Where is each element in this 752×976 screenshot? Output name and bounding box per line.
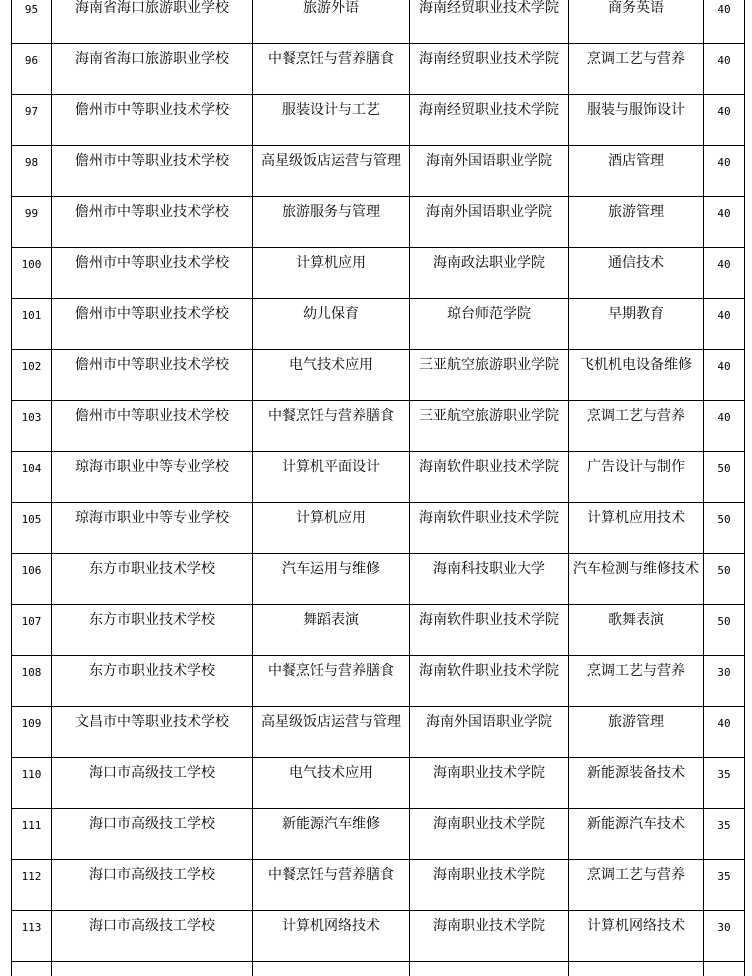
table-row [12, 860, 745, 911]
row-number-cell: 108 [12, 656, 52, 707]
row-number-cell: 105 [12, 503, 52, 554]
major-cell: 旅游外语 [253, 0, 410, 44]
college-cell: 海南政法职业学院 [410, 248, 569, 299]
major-cell: 电气技术应用 [253, 758, 410, 809]
major-cell: 舞蹈表演 [253, 605, 410, 656]
school-cell: 儋州市中等职业技术学校 [52, 299, 253, 350]
row-number-cell: 95 [12, 0, 52, 44]
quota-cell: 35 [704, 860, 745, 911]
school-cell: 儋州市中等职业技术学校 [52, 248, 253, 299]
empty-cell [569, 962, 704, 976]
target-major-cell: 旅游管理 [569, 197, 704, 248]
target-major-cell: 新能源汽车技术 [569, 809, 704, 860]
quota-cell: 35 [704, 758, 745, 809]
row-number-cell: 101 [12, 299, 52, 350]
target-major-cell: 商务英语 [569, 0, 704, 44]
major-cell: 汽车运用与维修 [253, 554, 410, 605]
school-cell: 儋州市中等职业技术学校 [52, 197, 253, 248]
empty-cell [704, 962, 745, 976]
table-row [12, 656, 745, 707]
row-number-cell: 98 [12, 146, 52, 197]
college-cell: 海南软件职业技术学院 [410, 605, 569, 656]
table-row [12, 299, 745, 350]
major-cell: 旅游服务与管理 [253, 197, 410, 248]
table-row [12, 758, 745, 809]
row-number-cell: 106 [12, 554, 52, 605]
target-major-cell: 烹调工艺与营养 [569, 44, 704, 95]
enrollment-table [11, 0, 745, 976]
row-number-cell: 97 [12, 95, 52, 146]
school-cell: 儋州市中等职业技术学校 [52, 401, 253, 452]
row-number-cell: 99 [12, 197, 52, 248]
row-number-cell: 112 [12, 860, 52, 911]
target-major-cell: 飞机机电设备维修 [569, 350, 704, 401]
table-row [12, 350, 745, 401]
quota-cell: 50 [704, 452, 745, 503]
school-cell: 琼海市职业中等专业学校 [52, 503, 253, 554]
target-major-cell: 酒店管理 [569, 146, 704, 197]
table-row [12, 452, 745, 503]
quota-cell: 40 [704, 248, 745, 299]
table-row [12, 197, 745, 248]
table-row [12, 248, 745, 299]
quota-cell: 50 [704, 554, 745, 605]
quota-cell: 50 [704, 605, 745, 656]
school-cell: 儋州市中等职业技术学校 [52, 350, 253, 401]
quota-cell: 35 [704, 809, 745, 860]
major-cell: 服装设计与工艺 [253, 95, 410, 146]
table-row-cutoff [12, 962, 745, 976]
college-cell: 海南经贸职业技术学院 [410, 95, 569, 146]
college-cell: 海南职业技术学院 [410, 758, 569, 809]
row-number-cell: 107 [12, 605, 52, 656]
school-cell: 海口市高级技工学校 [52, 911, 253, 962]
college-cell: 海南科技职业大学 [410, 554, 569, 605]
table-row [12, 911, 745, 962]
college-cell: 海南外国语职业学院 [410, 146, 569, 197]
target-major-cell: 烹调工艺与营养 [569, 860, 704, 911]
target-major-cell: 计算机网络技术 [569, 911, 704, 962]
school-cell: 东方市职业技术学校 [52, 656, 253, 707]
table-row [12, 0, 745, 44]
college-cell: 海南职业技术学院 [410, 911, 569, 962]
quota-cell: 40 [704, 44, 745, 95]
college-cell: 海南职业技术学院 [410, 809, 569, 860]
target-major-cell: 通信技术 [569, 248, 704, 299]
row-number-cell: 96 [12, 44, 52, 95]
school-cell: 儋州市中等职业技术学校 [52, 146, 253, 197]
quota-cell: 40 [704, 197, 745, 248]
college-cell: 三亚航空旅游职业学院 [410, 401, 569, 452]
empty-cell [12, 962, 52, 976]
school-cell: 东方市职业技术学校 [52, 605, 253, 656]
table-row [12, 809, 745, 860]
major-cell: 中餐烹饪与营养膳食 [253, 401, 410, 452]
target-major-cell: 烹调工艺与营养 [569, 656, 704, 707]
row-number-cell: 113 [12, 911, 52, 962]
school-cell: 海口市高级技工学校 [52, 809, 253, 860]
major-cell: 幼儿保育 [253, 299, 410, 350]
major-cell: 中餐烹饪与营养膳食 [253, 860, 410, 911]
major-cell: 计算机平面设计 [253, 452, 410, 503]
major-cell: 中餐烹饪与营养膳食 [253, 656, 410, 707]
target-major-cell: 计算机应用技术 [569, 503, 704, 554]
target-major-cell: 服装与服饰设计 [569, 95, 704, 146]
college-cell: 琼台师范学院 [410, 299, 569, 350]
quota-cell: 40 [704, 707, 745, 758]
row-number-cell: 103 [12, 401, 52, 452]
major-cell: 新能源汽车维修 [253, 809, 410, 860]
major-cell: 计算机网络技术 [253, 911, 410, 962]
row-number-cell: 102 [12, 350, 52, 401]
table-body [12, 0, 745, 976]
college-cell: 海南经贸职业技术学院 [410, 0, 569, 44]
target-major-cell: 烹调工艺与营养 [569, 401, 704, 452]
major-cell: 高星级饭店运营与管理 [253, 707, 410, 758]
table-row [12, 146, 745, 197]
school-cell: 海南省海口旅游职业学校 [52, 0, 253, 44]
college-cell: 海南软件职业技术学院 [410, 656, 569, 707]
table-row [12, 44, 745, 95]
college-cell: 海南职业技术学院 [410, 860, 569, 911]
target-major-cell: 歌舞表演 [569, 605, 704, 656]
college-cell: 海南经贸职业技术学院 [410, 44, 569, 95]
row-number-cell: 104 [12, 452, 52, 503]
major-cell: 中餐烹饪与营养膳食 [253, 44, 410, 95]
target-major-cell: 新能源装备技术 [569, 758, 704, 809]
target-major-cell: 早期教育 [569, 299, 704, 350]
empty-cell [52, 962, 253, 976]
quota-cell: 30 [704, 911, 745, 962]
school-cell: 海口市高级技工学校 [52, 860, 253, 911]
quota-cell: 30 [704, 656, 745, 707]
school-cell: 东方市职业技术学校 [52, 554, 253, 605]
college-cell: 海南软件职业技术学院 [410, 452, 569, 503]
school-cell: 琼海市职业中等专业学校 [52, 452, 253, 503]
table-row [12, 707, 745, 758]
row-number-cell: 109 [12, 707, 52, 758]
table-row [12, 401, 745, 452]
table-row [12, 95, 745, 146]
major-cell: 电气技术应用 [253, 350, 410, 401]
row-number-cell: 100 [12, 248, 52, 299]
row-number-cell: 111 [12, 809, 52, 860]
target-major-cell: 汽车检测与维修技术 [569, 554, 704, 605]
empty-cell [253, 962, 410, 976]
school-cell: 海口市高级技工学校 [52, 758, 253, 809]
empty-cell [410, 962, 569, 976]
quota-cell: 40 [704, 401, 745, 452]
quota-cell: 40 [704, 95, 745, 146]
quota-cell: 40 [704, 0, 745, 44]
target-major-cell: 广告设计与制作 [569, 452, 704, 503]
school-cell: 海南省海口旅游职业学校 [52, 44, 253, 95]
table-row [12, 503, 745, 554]
quota-cell: 40 [704, 299, 745, 350]
row-number-cell: 110 [12, 758, 52, 809]
major-cell: 计算机应用 [253, 503, 410, 554]
target-major-cell: 旅游管理 [569, 707, 704, 758]
quota-cell: 40 [704, 146, 745, 197]
college-cell: 三亚航空旅游职业学院 [410, 350, 569, 401]
table-row [12, 554, 745, 605]
college-cell: 海南外国语职业学院 [410, 707, 569, 758]
school-cell: 儋州市中等职业技术学校 [52, 95, 253, 146]
college-cell: 海南外国语职业学院 [410, 197, 569, 248]
quota-cell: 40 [704, 350, 745, 401]
college-cell: 海南软件职业技术学院 [410, 503, 569, 554]
quota-cell: 50 [704, 503, 745, 554]
major-cell: 高星级饭店运营与管理 [253, 146, 410, 197]
school-cell: 文昌市中等职业技术学校 [52, 707, 253, 758]
table-row [12, 605, 745, 656]
major-cell: 计算机应用 [253, 248, 410, 299]
